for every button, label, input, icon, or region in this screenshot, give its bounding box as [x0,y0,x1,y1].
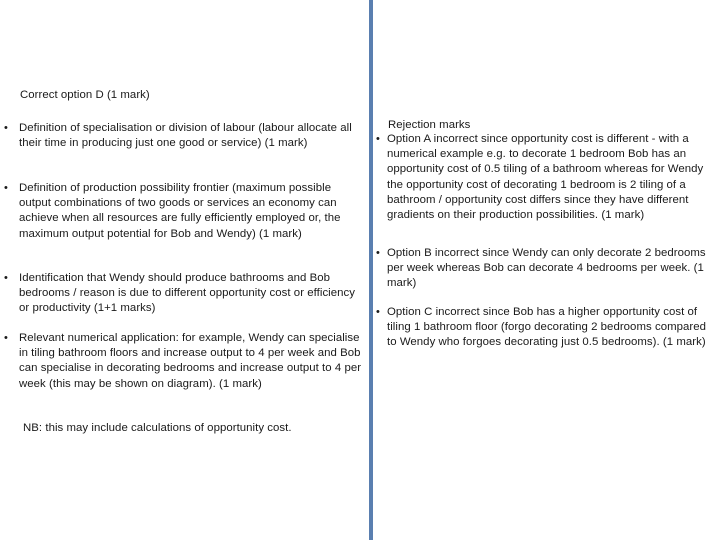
list-item [4,121,366,151]
column-divider [369,0,373,540]
nb-note: NB: this may include calculations of opportunity cost. [23,422,292,434]
bullet-icon: • [376,306,380,318]
list-item-text: Option A incorrect since opportunity cost is different - with a numerical example e.g. to decorate 1 bedroom Bob has an opportunity cost of 0.5 tiling of a bathroom whereas for Wendy the opportunity cost of decorating 1 bedroom is 2 tiling of a bathroom / opportunity cost differs since they have different gradients on their production possibilities. (1 mark) [387,133,704,222]
list-item [4,271,366,317]
list-item-text: Identification that Wendy should produce bathrooms and Bob bedrooms / reason is due to different opportunity cost or efficiency or productivity (1+1 marks) [19,272,356,315]
list-item [376,305,716,351]
bullet-icon: • [376,247,380,259]
list-item-text: Option B incorrect since Wendy can only decorate 2 bedrooms per week whereas Bob can decorate 4 bedrooms per week. (1 mark) [387,247,706,290]
bullet-icon: • [4,332,8,344]
list-item [376,246,716,292]
list-item-text: Definition of production possibility frontier (maximum possible output combinations of two goods or services an economy can achieve when all resources are fully efficiently employed or, the maximum output potential for Bob and Wendy) (1 mark) [19,182,341,240]
list-item [4,181,366,242]
list-item-text: Option C incorrect since Bob has a higher opportunity cost of tiling 1 bathroom floor (forgo decorating 2 bedrooms compared to Wendy who forgoes decorating just 0.5 bedrooms). (1 mark) [387,306,706,349]
rejection-heading: Rejection marks [388,119,471,131]
bullet-icon: • [4,182,8,194]
bullet-icon: • [4,272,8,284]
list-item [4,331,366,392]
bullet-icon: • [376,133,380,145]
correct-option-heading: Correct option D (1 mark) [20,89,150,101]
list-item-text: Definition of specialisation or division of labour (labour allocate all their time in producing just one good or service) (1 mark) [19,122,352,150]
bullet-icon: • [4,122,8,134]
list-item-text: Relevant numerical application: for example, Wendy can specialise in tiling bathroom floors and increase output to 4 per week and Bob can specialise in decorating bedrooms and increase output to 4 per week (this may be shown on diagram). (1 mark) [19,332,362,390]
list-item [376,132,716,223]
rejection-column [376,0,720,540]
